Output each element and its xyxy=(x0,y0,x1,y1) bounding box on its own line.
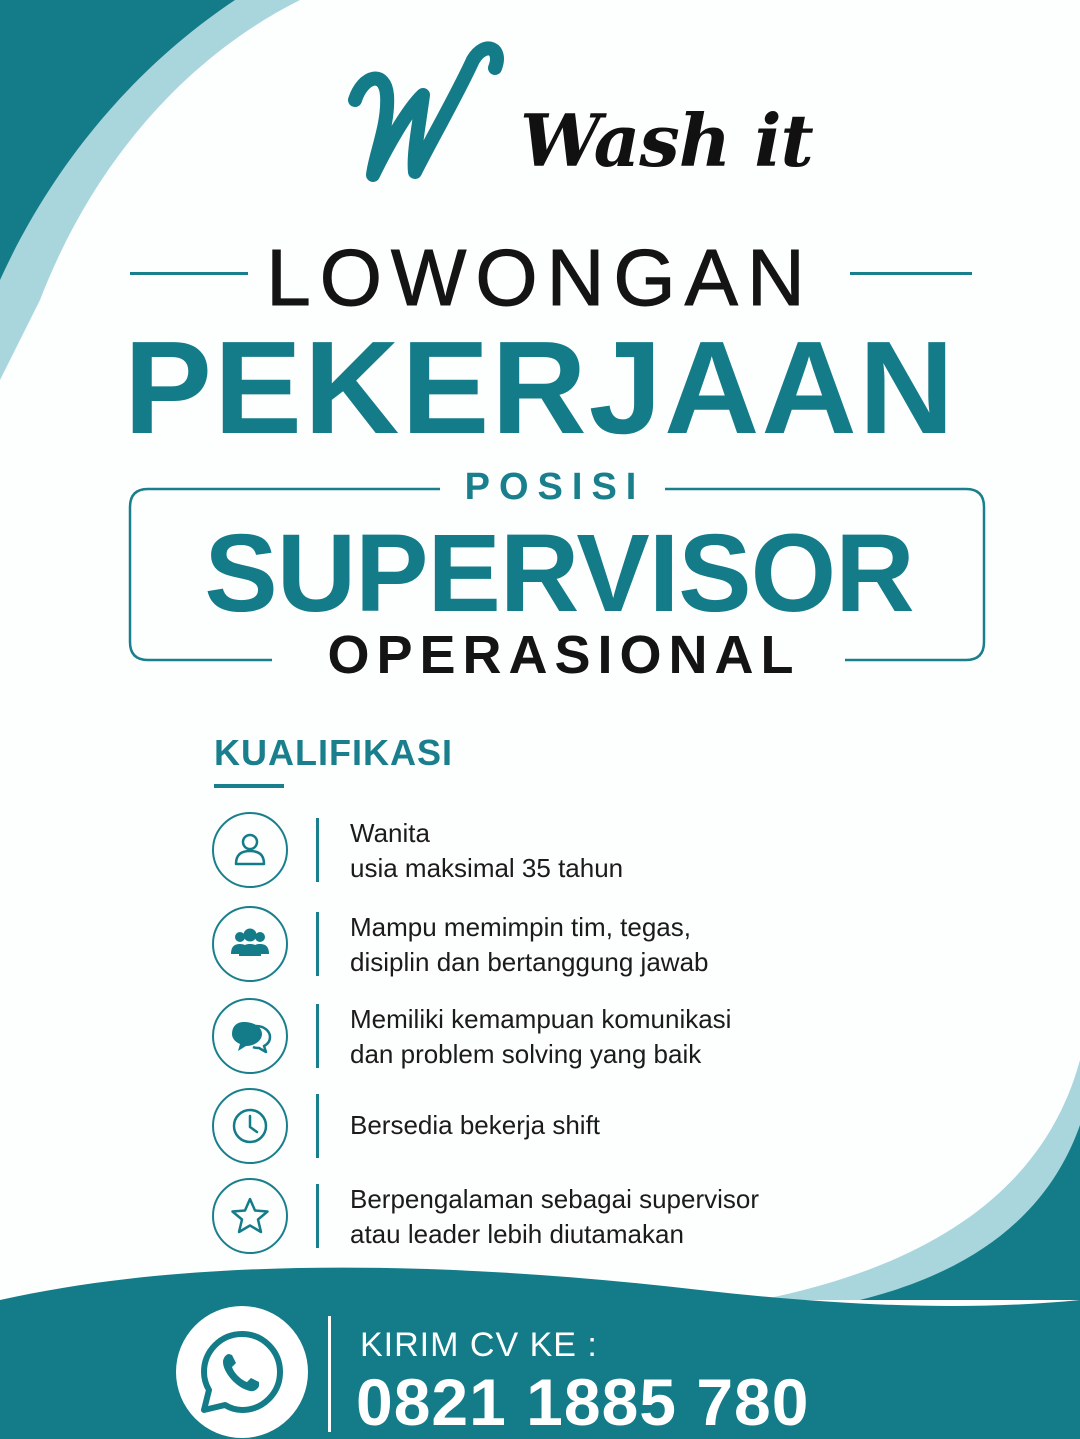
contact-label: KIRIM CV KE : xyxy=(360,1326,598,1364)
qualification-item xyxy=(210,812,910,898)
wash-it-logo-mark xyxy=(345,40,515,190)
brand-name: Wash it xyxy=(520,98,813,183)
qualification-item xyxy=(210,1178,910,1264)
heading-lowongan: LOWONGAN xyxy=(266,233,814,322)
position-title: SUPERVISOR xyxy=(204,512,914,635)
contact-phone-number[interactable]: 0821 1885 780 xyxy=(356,1365,810,1439)
qualification-line: Wanita xyxy=(350,818,430,848)
qualifications-underline xyxy=(214,784,284,788)
qualification-line: Berpengalaman sebagai supervisor xyxy=(350,1184,760,1214)
heading-pekerjaan: PEKERJAAN xyxy=(123,314,957,461)
star-icon xyxy=(212,1178,288,1254)
qualification-text xyxy=(350,1182,910,1252)
qualification-divider xyxy=(316,818,319,882)
qualification-item xyxy=(210,1088,910,1174)
position-label: POSISI xyxy=(464,466,646,508)
group-icon xyxy=(212,906,288,982)
qualifications-title: KUALIFIKASI xyxy=(214,732,453,773)
qualification-line: dan problem solving yang baik xyxy=(350,1039,702,1069)
qualification-line: atau leader lebih diutamakan xyxy=(350,1219,684,1249)
position-subtitle: OPERASIONAL xyxy=(327,625,801,685)
qualification-text xyxy=(350,910,910,980)
footer-divider xyxy=(328,1316,331,1432)
qualification-line: disiplin dan bertanggung jawab xyxy=(350,947,709,977)
qualification-text xyxy=(350,816,910,886)
qualification-item xyxy=(210,998,910,1084)
qualification-divider xyxy=(316,1094,319,1158)
qualification-line: usia maksimal 35 tahun xyxy=(350,853,624,883)
qualification-item xyxy=(210,906,910,992)
clock-icon xyxy=(212,1088,288,1164)
qualification-line: Mampu memimpin tim, tegas, xyxy=(350,912,691,942)
qualification-line: Memiliki kemampuan komunikasi xyxy=(350,1004,732,1034)
qualification-divider xyxy=(316,1004,319,1068)
qualification-text xyxy=(350,1002,910,1072)
qualification-text xyxy=(350,1108,910,1143)
whatsapp-icon xyxy=(176,1306,308,1438)
person-icon xyxy=(212,812,288,888)
qualification-line: Bersedia bekerja shift xyxy=(350,1110,601,1140)
brand-logo xyxy=(345,40,813,190)
qualification-divider xyxy=(316,912,319,976)
chat-bubbles-icon xyxy=(212,998,288,1074)
qualification-divider xyxy=(316,1184,319,1248)
